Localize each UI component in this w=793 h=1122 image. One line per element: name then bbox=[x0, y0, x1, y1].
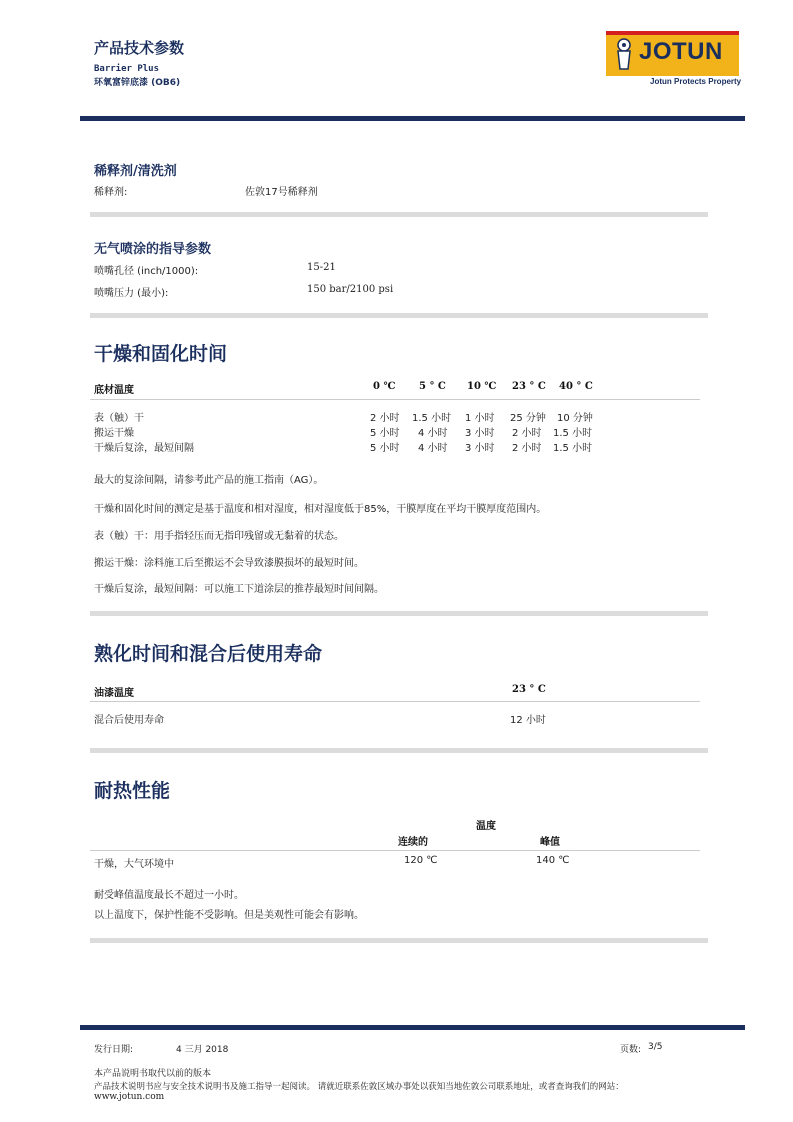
heat-row-label: 干燥，大气环境中 bbox=[94, 859, 174, 870]
heat-row-peak: 140 ℃ bbox=[536, 855, 570, 866]
potlife-row-value: 12 小时 bbox=[510, 715, 546, 726]
drying-cell: 3 小时 bbox=[465, 443, 495, 454]
nozzle-pressure-label: 喷嘴压力 (最小): bbox=[94, 288, 169, 299]
nozzle-pressure-value: 150 bar/2100 psi bbox=[307, 284, 394, 295]
potlife-row-label: 混合后使用寿命 bbox=[94, 715, 164, 726]
issue-date-label: 发行日期: bbox=[94, 1045, 134, 1055]
drying-cell: 4 小时 bbox=[418, 443, 448, 454]
product-subtitle: 环氧富锌底漆 (OB6) bbox=[94, 78, 181, 88]
drying-cell: 5 小时 bbox=[370, 428, 400, 439]
page-title: 产品技术参数 bbox=[94, 39, 185, 57]
heat-group-label: 温度 bbox=[476, 821, 496, 832]
drying-cell: 1.5 小时 bbox=[553, 428, 593, 439]
heat-col-continuous: 连续的 bbox=[398, 837, 428, 848]
drying-cell: 25 分钟 bbox=[510, 413, 546, 424]
thinner-label: 稀释剂: bbox=[94, 187, 128, 198]
drying-cell: 2 小时 bbox=[512, 443, 542, 454]
drying-note: 最大的复涂间隔，请参考此产品的施工指南（AG）。 bbox=[94, 475, 324, 486]
heat-row-continuous: 120 ℃ bbox=[404, 855, 438, 866]
heat-note: 以上温度下，保护性能不受影响。但是美观性可能会有影响。 bbox=[94, 910, 364, 921]
section-divider bbox=[90, 748, 708, 753]
page-number: 3/5 bbox=[648, 1042, 663, 1052]
drying-note: 搬运干燥：涂料施工后至搬运不会导致漆膜损坏的最短时间。 bbox=[94, 558, 364, 569]
header-rule bbox=[80, 116, 745, 121]
drying-heading: 干燥和固化时间 bbox=[94, 343, 228, 365]
section-divider bbox=[90, 313, 708, 318]
airless-heading: 无气喷涂的指导参数 bbox=[94, 242, 212, 257]
table-rule bbox=[90, 850, 700, 851]
logo-tagline: Jotun Protects Property bbox=[650, 77, 742, 86]
potlife-temp: 23 ° C bbox=[512, 684, 546, 695]
drying-cell: 10 分钟 bbox=[557, 413, 593, 424]
heat-note: 耐受峰值温度最长不超过一小时。 bbox=[94, 890, 244, 901]
product-name: Barrier Plus bbox=[94, 64, 160, 74]
drying-cell: 2 小时 bbox=[370, 413, 400, 424]
table-rule bbox=[90, 701, 700, 702]
temp-col-3: 23 ° C bbox=[512, 381, 546, 392]
drying-cell: 1.5 小时 bbox=[412, 413, 452, 424]
drying-row-label: 干燥后复涂，最短间隔 bbox=[94, 443, 194, 454]
drying-cell: 1.5 小时 bbox=[553, 443, 593, 454]
drying-cell: 4 小时 bbox=[418, 428, 448, 439]
page-label: 页数: bbox=[620, 1045, 642, 1055]
temp-col-4: 40 ° C bbox=[559, 381, 593, 392]
drying-row-label: 表（触）干 bbox=[94, 413, 144, 424]
issue-date: 4 三月 2018 bbox=[176, 1045, 229, 1055]
temp-col-2: 10 ℃ bbox=[467, 381, 497, 392]
heat-heading: 耐热性能 bbox=[94, 780, 171, 802]
footer-rule bbox=[80, 1025, 745, 1030]
thinner-value: 佐敦17号稀释剂 bbox=[245, 187, 318, 198]
section-divider bbox=[90, 611, 708, 616]
drying-row-label: 搬运干燥 bbox=[94, 428, 134, 439]
footer-note: 产品技术说明书应与安全技术说明书及施工指导一起阅读。 请就近联系佐敦区域办事处以获知当地佐敦公司联系地址，或者查询我们的网站： bbox=[94, 1082, 624, 1092]
nozzle-tip-value: 15-21 bbox=[307, 262, 336, 273]
thinner-heading: 稀释剂/清洗剂 bbox=[94, 164, 177, 179]
drying-cell: 1 小时 bbox=[465, 413, 495, 424]
drying-note: 表（触）干：用手指轻压而无指印残留或无黏着的状态。 bbox=[94, 531, 344, 542]
logo-text: JOTUN bbox=[639, 38, 723, 65]
drying-cell: 3 小时 bbox=[465, 428, 495, 439]
table-rule bbox=[90, 399, 700, 400]
drying-note: 干燥和固化时间的测定是基于温度和相对湿度，相对湿度低于85%，干膜厚度在平均干膜厚度范围内。 bbox=[94, 504, 547, 515]
temp-col-0: 0 ℃ bbox=[373, 381, 396, 392]
drying-cell: 2 小时 bbox=[512, 428, 542, 439]
section-divider bbox=[90, 938, 708, 943]
paint-temp-label: 油漆温度 bbox=[94, 688, 134, 699]
nozzle-tip-label: 喷嘴孔径 (inch/1000): bbox=[94, 266, 199, 277]
temp-col-1: 5 ° C bbox=[419, 381, 446, 392]
substrate-temp-label: 底材温度 bbox=[94, 385, 134, 396]
section-divider bbox=[90, 212, 708, 217]
website-link[interactable]: www.jotun.com bbox=[94, 1092, 165, 1102]
heat-col-peak: 峰值 bbox=[540, 837, 560, 848]
potlife-heading: 熟化时间和混合后使用寿命 bbox=[94, 643, 323, 665]
footer-note: 本产品说明书取代以前的版本 bbox=[94, 1069, 212, 1079]
logo-emblem-icon bbox=[612, 37, 636, 71]
drying-note: 干燥后复涂，最短间隔：可以施工下道涂层的推荐最短时间间隔。 bbox=[94, 584, 384, 595]
drying-cell: 5 小时 bbox=[370, 443, 400, 454]
